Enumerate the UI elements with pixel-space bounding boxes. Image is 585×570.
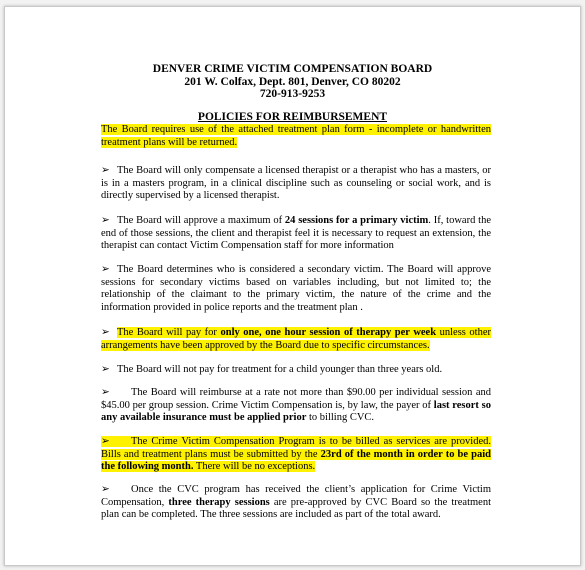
policy-text: are pre-approved by CVC Board so the treatment plan can be completed. The three sessions are included as part of the total award. [101, 496, 491, 521]
policy-item-8 [101, 484, 491, 522]
bullet-arrow-icon: ➢ [101, 264, 110, 275]
bullet-arrow-icon: ➢ [101, 484, 110, 495]
policy-item-3 [101, 264, 491, 314]
policy-text: unless other arrangements have been approved by the Board due to specific circumstances. [101, 327, 491, 351]
policy-emphasis: 23rd of the month in order to be paid the following month. [101, 448, 491, 473]
policy-text: The Crime Victim Compensation Program is to be billed as services are provided. Bills and treatment plans must be submitted by the [101, 436, 491, 460]
bullet-arrow-icon: ➢ [101, 364, 110, 375]
org-address: 201 W. Colfax, Dept. 801, Denver, CO 80202 [184, 75, 401, 88]
policy-text: to billing CVC. [306, 412, 375, 424]
policy-emphasis: three therapy sessions [168, 496, 270, 508]
policy-emphasis: last resort so any available insurance must be applied prior [101, 399, 491, 424]
intro-text: The Board requires use of the attached treatment plan form - incomplete or handwritten treatment plans will be returned. [101, 124, 491, 148]
policy-item-1 [101, 165, 491, 203]
policy-text: There will be no exceptions. [193, 461, 316, 473]
policy-item-5 [101, 364, 491, 377]
policy-text: The Board will only compensate a licensed therapist or a therapist who has a masters, or is in a masters program, in a clinical discipline such as counseling or social work, and is directly supervised by a licensed therapist. [101, 165, 491, 202]
bullet-arrow-icon: ➢ [101, 436, 110, 447]
bullet-arrow-icon: ➢ [101, 387, 110, 398]
policy-text: . If, toward the end of those sessions, the client and therapist feel it is necessary to request an extension, the therapist can contact Victim Compensation staff for more information [101, 215, 491, 252]
bullet-arrow-icon: ➢ [101, 215, 110, 226]
policy-item-7 [101, 436, 491, 474]
org-name: DENVER CRIME VICTIM COMPENSATION BOARD [152, 63, 433, 75]
document-page [4, 6, 581, 566]
policy-text: The Board will reimburse at a rate not more than $90.00 per individual session and $45.00 per group session. Crime Victim Compensation is, by law, the payer of [101, 387, 491, 411]
policy-item-2 [101, 215, 491, 253]
org-phone: 720-913-9253 [259, 88, 326, 100]
policy-text: The Board determines who is considered a secondary victim. The Board will approve sessions for secondary victims based on variables including, but not limited to; the relationship of the claimant to the primary victim, the nature of the crime and the information provided in police reports and the treatment plan . [101, 264, 491, 313]
policy-item-4 [101, 327, 491, 352]
section-title: POLICIES FOR REIMBURSEMENT [197, 111, 388, 123]
bullet-arrow-icon: ➢ [101, 165, 110, 176]
policy-emphasis: 24 sessions for a primary victim [284, 215, 429, 226]
policy-text: The Board will not pay for treatment for a child younger than three years old. [117, 364, 443, 375]
policy-text: Once the CVC program has received the client’s application for Crime Victim Compensation, [101, 484, 491, 508]
policy-text: The Board will pay for [117, 327, 221, 338]
policy-text: The Board will approve a maximum of [117, 215, 285, 226]
intro-paragraph [101, 124, 491, 149]
letterhead [5, 63, 580, 101]
policy-emphasis: only one, one hour session of therapy per week [220, 327, 437, 338]
policy-item-6 [101, 387, 491, 425]
bullet-arrow-icon: ➢ [101, 327, 110, 338]
